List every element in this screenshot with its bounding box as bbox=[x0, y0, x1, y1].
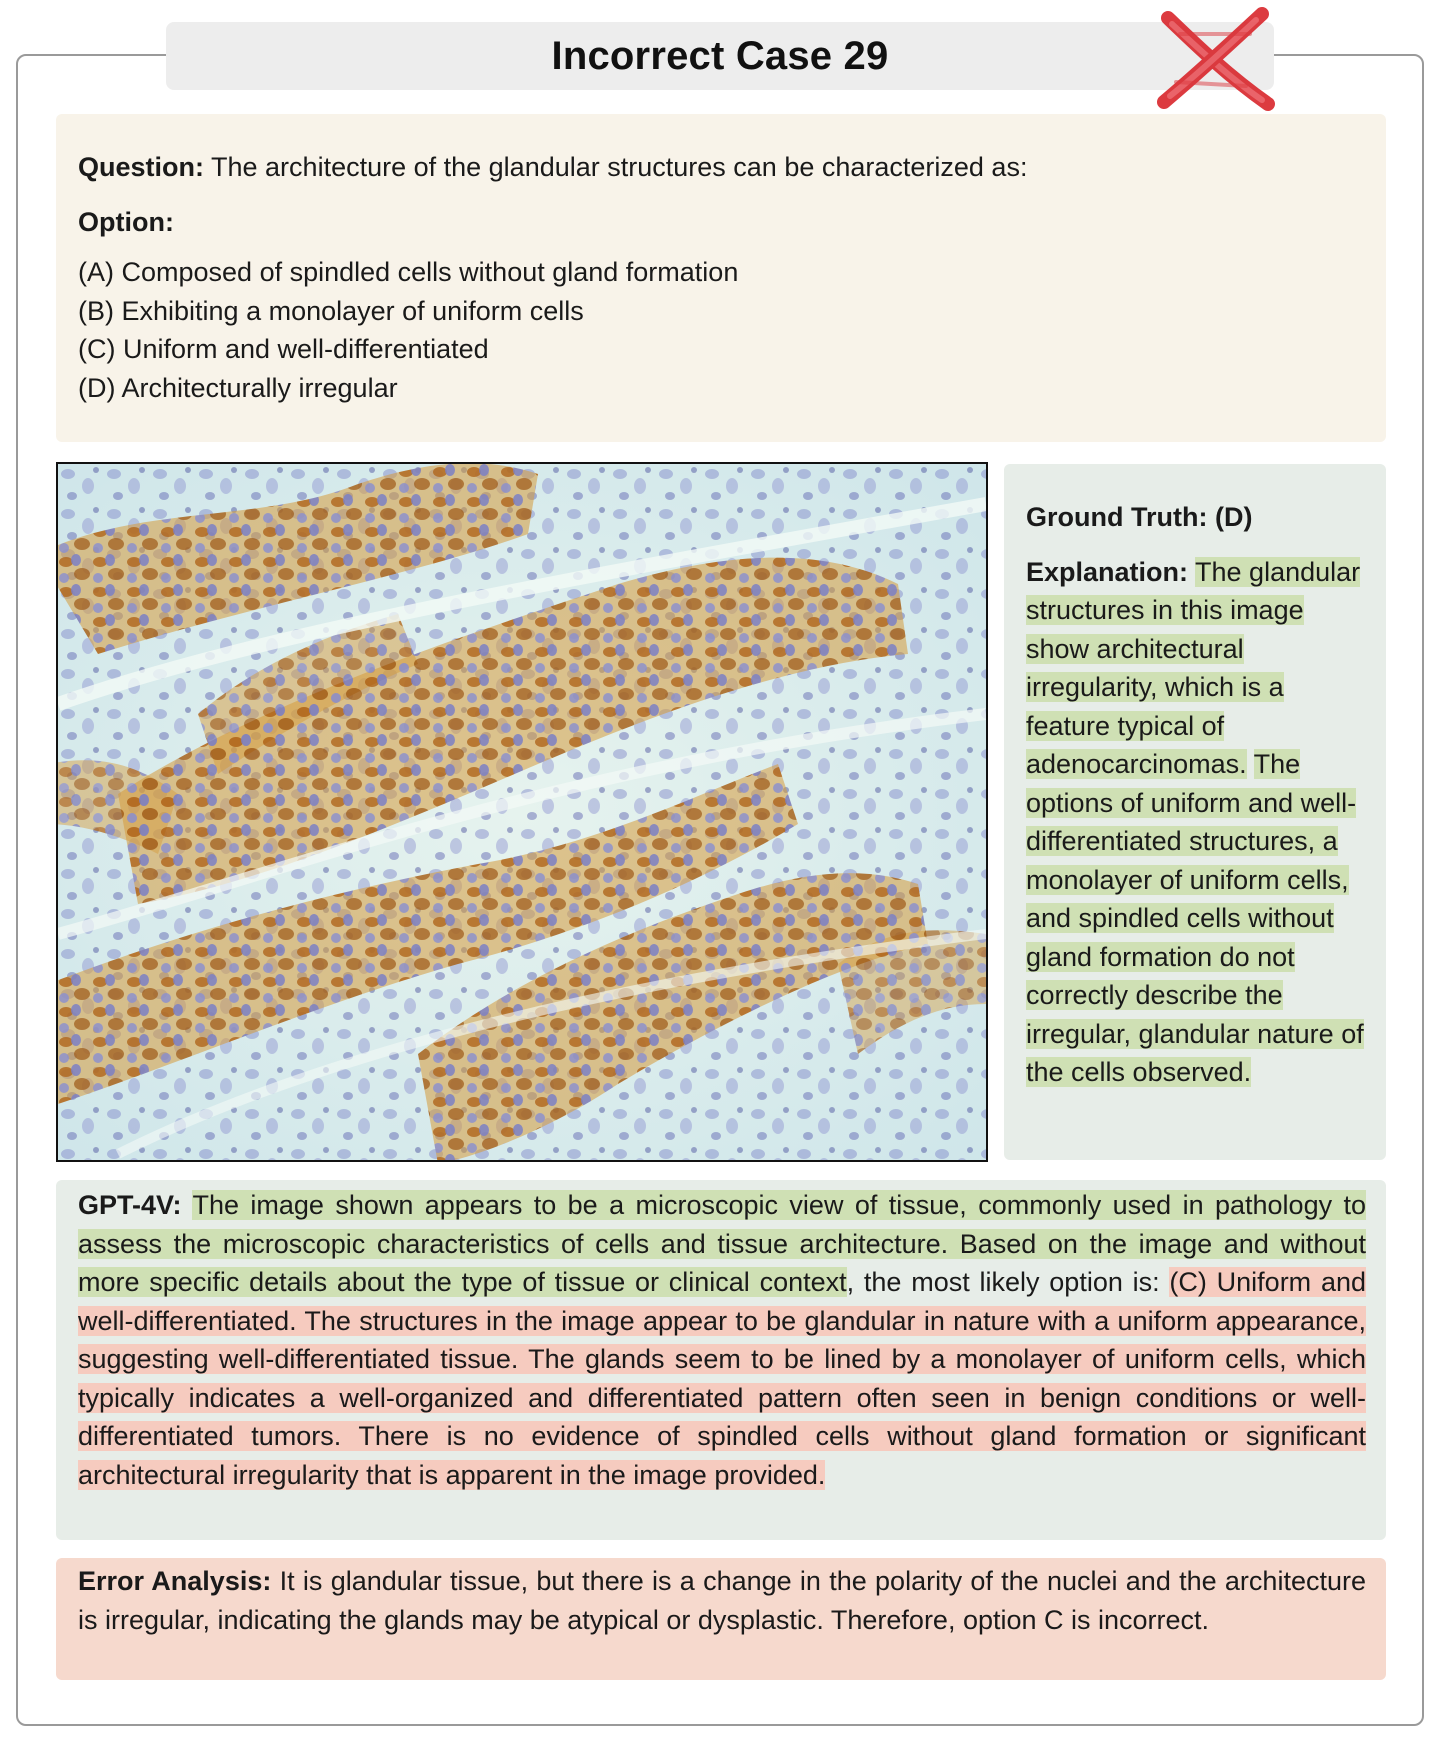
explanation-part2: The options of uniform and well-differentiated structures, a monolayer of uniform cells, and spindled cells without gland formation do not correctly describe the irregular, glandular nature of the cells observed. bbox=[1026, 749, 1364, 1087]
error-analysis bbox=[78, 1562, 1366, 1639]
histology-image bbox=[56, 462, 988, 1162]
option-label: Option: bbox=[78, 206, 174, 237]
gpt-response-panel bbox=[56, 1180, 1386, 1540]
gpt-text-plain: , the most likely option is: bbox=[846, 1267, 1170, 1297]
question-line bbox=[78, 148, 1366, 187]
question-label: Question: bbox=[78, 152, 204, 182]
option-a: (A) Composed of spindled cells without gland formation bbox=[78, 257, 739, 287]
error-analysis-text: It is glandular tissue, but there is a change in the polarity of the nuclei and the architecture is irregular, indicating the glands may be atypical or dysplastic. Therefore, option C is incorrect. bbox=[78, 1566, 1366, 1635]
ground-truth-label: Ground Truth: (D) bbox=[1026, 502, 1253, 532]
gpt-response bbox=[78, 1186, 1366, 1494]
red-cross-icon bbox=[1150, 4, 1280, 114]
question-panel bbox=[56, 114, 1386, 442]
error-analysis-panel bbox=[56, 1558, 1386, 1680]
ground-truth-panel bbox=[1004, 464, 1386, 1160]
option-d: (D) Architecturally irregular bbox=[78, 372, 398, 403]
explanation-label: Explanation: bbox=[1026, 556, 1189, 587]
gpt-text-incorrect: (C) Uniform and well-differentiated. The structures in the image appear to be glandular in nature with a uniform appearance, suggesting well-differentiated tissue. The glands seem to be lined by a monolayer of uniform cells, which typically indicates a well-organized and differentiated pattern often seen in benign conditions or well-differentiated tumors. There is no evidence of spindled cells without gland formation or significant architectural irregularity that is apparent in the image provided. bbox=[78, 1267, 1367, 1490]
histology-image-art bbox=[58, 464, 986, 1160]
gpt-label: GPT-4V: bbox=[78, 1190, 182, 1220]
page-title: Incorrect Case 29 bbox=[551, 33, 889, 78]
gpt-text-correct: The image shown appears to be a microscopic view of tissue, commonly used in pathology to assess the microscopic characteristics of cells and tissue architecture. Based on the image and without more specific details about the type of tissue or clinical context bbox=[78, 1190, 1366, 1297]
option-b: (B) Exhibiting a monolayer of uniform cells bbox=[78, 295, 584, 326]
question-text: The architecture of the glandular structures can be characterized as: bbox=[211, 152, 1028, 182]
explanation bbox=[1026, 553, 1368, 1092]
explanation-part1: The glandular structures in this image show architectural irregularity, which is a feature typical of adenocarcinomas. bbox=[1026, 556, 1361, 779]
title-bar bbox=[166, 22, 1274, 90]
error-analysis-label: Error Analysis: bbox=[78, 1566, 272, 1596]
option-c: (C) Uniform and well-differentiated bbox=[78, 334, 489, 364]
